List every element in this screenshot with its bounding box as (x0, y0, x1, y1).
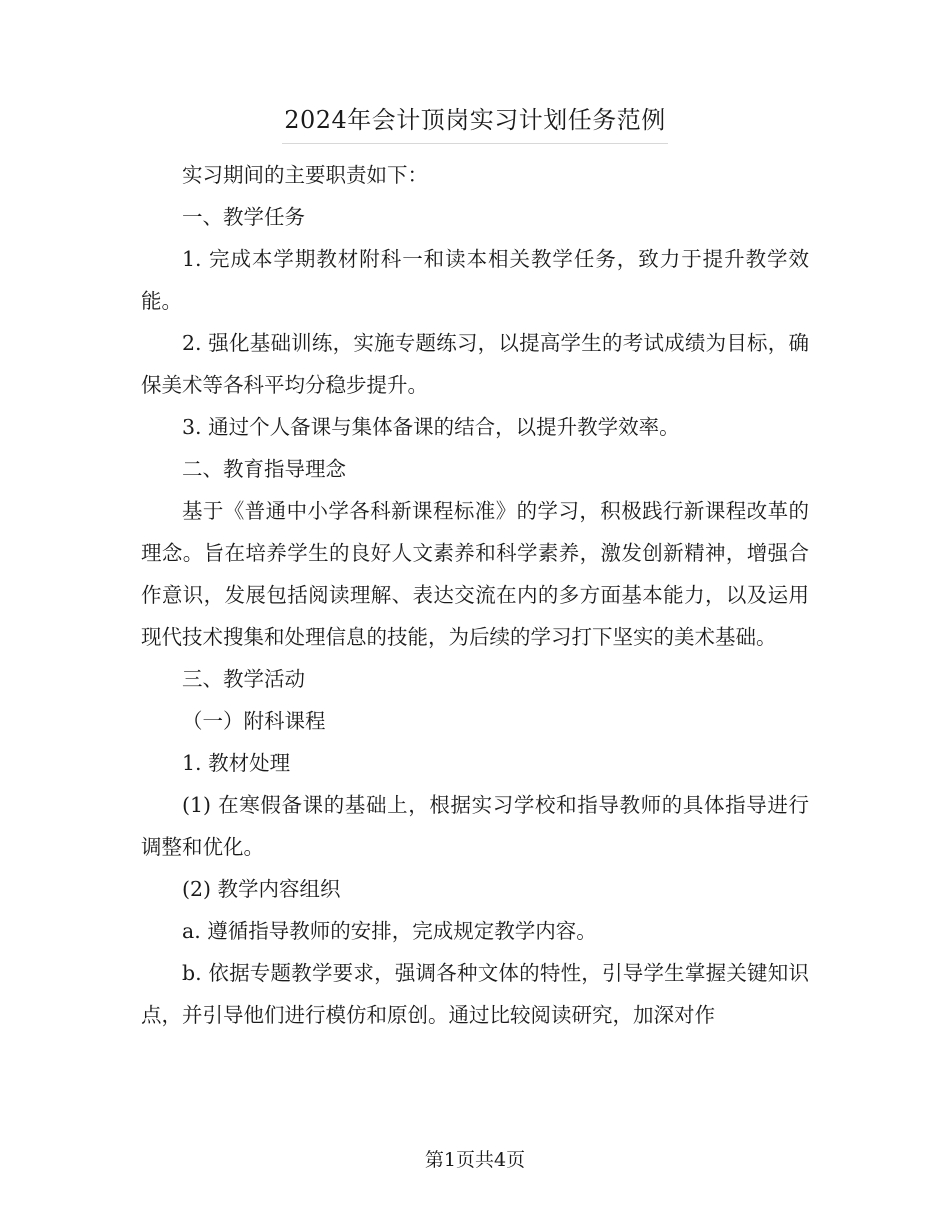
title-container (0, 100, 950, 144)
paragraph-item-b: b. 依据专题教学要求，强调各种文体的特性，引导学生掌握关键知识点，并引导他们进行模仿和原创。通过比较阅读研究，加深对作 (141, 961, 809, 1027)
paragraph-intro: 实习期间的主要职责如下： (182, 163, 428, 187)
heading-guidance-philosophy: 二、教育指导理念 (182, 457, 346, 481)
paragraph-materials-1: (1) 在寒假备课的基础上，根据实习学校和指导教师的具体指导进行调整和优化。 (141, 793, 809, 859)
paragraph-task-2: 2. 强化基础训练，实施专题练习，以提高学生的考试成绩为目标，确保美术等各科平均分稳步提升。 (141, 331, 809, 397)
paragraph-philosophy: 基于《普通中小学各科新课程标准》的学习，积极践行新课程改革的理念。旨在培养学生的良好人文素养和科学素养，激发创新精神，增强合作意识，发展包括阅读理解、表达交流在内的多方面基本能力，以及运用现代技术搜集和处理信息的技能，为后续的学习打下坚实的美术基础。 (141, 499, 809, 649)
paragraph-item-a: a. 遵循指导教师的安排，完成规定教学内容。 (182, 919, 597, 943)
document-title: 2024年会计顶岗实习计划任务范例 (282, 100, 668, 144)
subheading-courses: （一）附科课程 (182, 709, 326, 733)
subheading-materials: 1. 教材处理 (182, 751, 291, 775)
heading-teaching-tasks: 一、教学任务 (182, 205, 305, 229)
page-footer: 第1页共4页 (424, 1149, 526, 1171)
subheading-content-organization: (2) 教学内容组织 (182, 877, 341, 901)
document-body (141, 154, 809, 1036)
paragraph-task-1: 1. 完成本学期教材附科一和读本相关教学任务，致力于提升教学效能。 (141, 247, 809, 313)
paragraph-task-3: 3. 通过个人备课与集体备课的结合，以提升教学效率。 (182, 415, 680, 439)
heading-teaching-activities: 三、教学活动 (182, 667, 305, 691)
